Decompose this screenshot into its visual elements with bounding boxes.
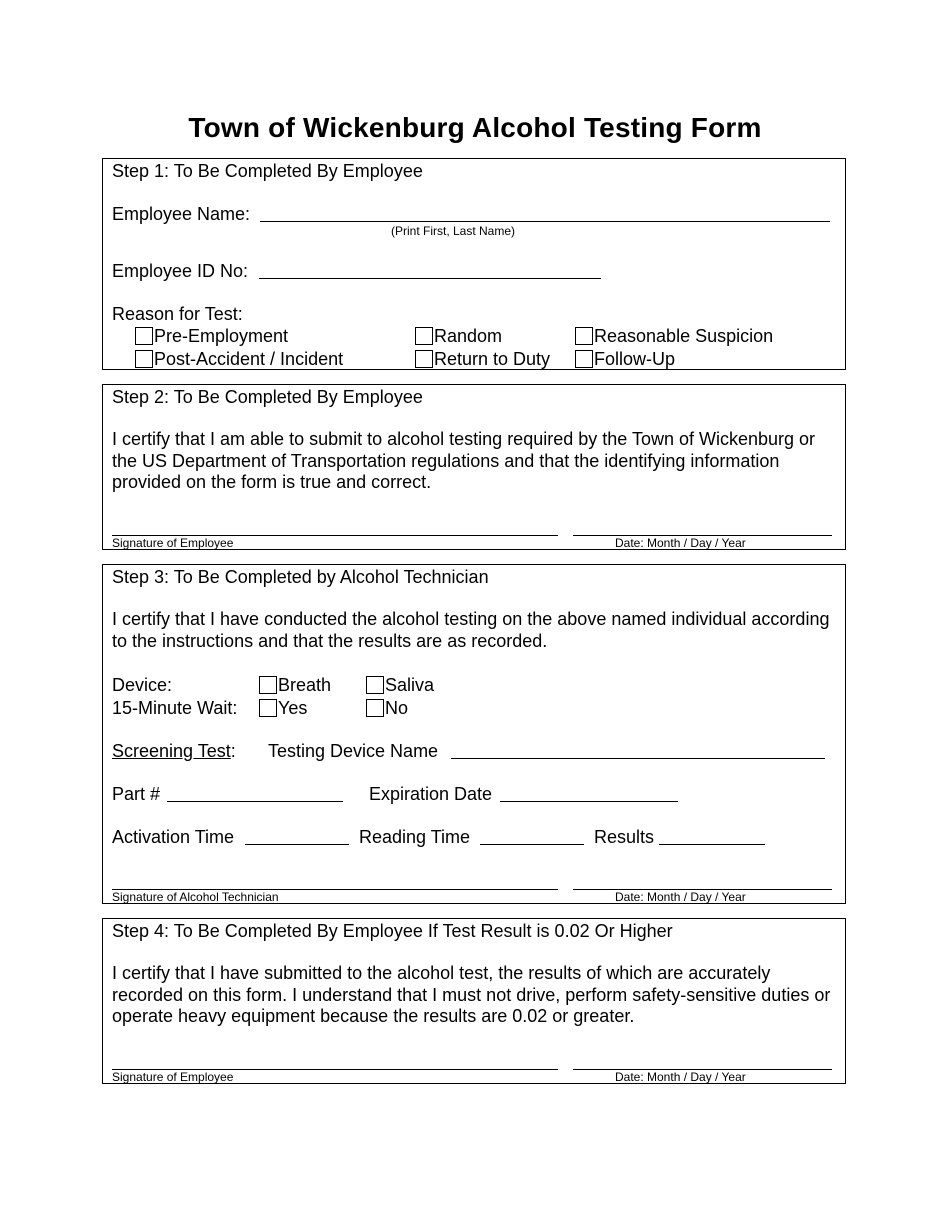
expiration-date-label: Expiration Date bbox=[369, 784, 493, 804]
part-field[interactable] bbox=[167, 801, 343, 802]
device-name-label: Testing Device Name bbox=[268, 741, 439, 761]
step4-date-label: Date: Month / Day / Year bbox=[615, 1070, 746, 1084]
step1-section bbox=[102, 158, 846, 370]
results-field[interactable] bbox=[659, 844, 765, 845]
wait-no-checkbox[interactable] bbox=[366, 699, 384, 717]
breath-checkbox[interactable] bbox=[259, 676, 277, 694]
employee-name-field[interactable] bbox=[260, 221, 830, 222]
activation-time-label: Activation Time bbox=[112, 827, 235, 847]
employee-date-label: Date: Month / Day / Year bbox=[615, 536, 746, 550]
step2-statement: I certify that I am able to submit to alcohol testing required by the Town of Wickenburg or the US Department of Transportation regulations and that the identifying information provided on the form is true and correct. bbox=[112, 429, 816, 492]
step2-heading: Step 2: To Be Completed By Employee bbox=[112, 387, 423, 407]
post-accident-label: Post-Accident / Incident bbox=[154, 349, 344, 369]
reading-time-label: Reading Time bbox=[359, 827, 471, 847]
step4-statement: I certify that I have submitted to the alcohol test, the results of which are accurately recorded on this form. I understand that I must not drive, perform safety-sensitive duties or operate heavy equipment because the results are 0.02 or greater. bbox=[112, 963, 831, 1026]
pre-employment-checkbox[interactable] bbox=[135, 327, 153, 345]
employee-name-hint: (Print First, Last Name) bbox=[391, 224, 516, 238]
step2-section bbox=[102, 384, 846, 550]
random-label: Random bbox=[434, 326, 503, 346]
expiration-date-field[interactable] bbox=[500, 801, 678, 802]
device-name-field[interactable] bbox=[451, 758, 825, 759]
return-to-duty-checkbox[interactable] bbox=[415, 350, 433, 368]
employee-id-label: Employee ID No: bbox=[112, 261, 249, 281]
form-title: Town of Wickenburg Alcohol Testing Form bbox=[188, 112, 762, 143]
step4-signature-label: Signature of Employee bbox=[112, 1070, 234, 1084]
saliva-checkbox[interactable] bbox=[366, 676, 384, 694]
technician-date-label: Date: Month / Day / Year bbox=[615, 890, 746, 904]
return-to-duty-label: Return to Duty bbox=[434, 349, 551, 369]
step4-section bbox=[102, 918, 846, 1084]
wait-yes-label: Yes bbox=[278, 698, 308, 718]
saliva-label: Saliva bbox=[385, 675, 435, 695]
random-checkbox[interactable] bbox=[415, 327, 433, 345]
employee-signature-label: Signature of Employee bbox=[112, 536, 234, 550]
reading-time-field[interactable] bbox=[480, 844, 584, 845]
reasonable-suspicion-checkbox[interactable] bbox=[575, 327, 593, 345]
reason-label: Reason for Test: bbox=[112, 304, 243, 324]
activation-time-field[interactable] bbox=[245, 844, 349, 845]
breath-label: Breath bbox=[278, 675, 332, 695]
employee-id-field[interactable] bbox=[259, 278, 601, 279]
employee-name-label: Employee Name: bbox=[112, 204, 251, 224]
wait-label: 15-Minute Wait: bbox=[112, 698, 238, 718]
results-label: Results bbox=[594, 827, 655, 847]
post-accident-checkbox[interactable] bbox=[135, 350, 153, 368]
follow-up-checkbox[interactable] bbox=[575, 350, 593, 368]
screening-test-text: Screening Test bbox=[112, 741, 231, 761]
pre-employment-label: Pre-Employment bbox=[154, 326, 289, 346]
step3-statement: I certify that I have conducted the alcohol testing on the above named individual according to the instructions and that the results are as recorded. bbox=[112, 609, 830, 651]
step3-section bbox=[102, 564, 846, 904]
technician-signature-label: Signature of Alcohol Technician bbox=[112, 890, 279, 904]
step4-heading: Step 4: To Be Completed By Employee If Test Result is 0.02 Or Higher bbox=[112, 921, 673, 941]
screening-test-colon: : bbox=[230, 741, 236, 761]
part-label: Part # bbox=[112, 784, 161, 804]
wait-yes-checkbox[interactable] bbox=[259, 699, 277, 717]
reasonable-suspicion-label: Reasonable Suspicion bbox=[594, 326, 774, 346]
device-label: Device: bbox=[112, 675, 173, 695]
follow-up-label: Follow-Up bbox=[594, 349, 676, 369]
step1-heading: Step 1: To Be Completed By Employee bbox=[112, 161, 423, 181]
screening-test-label bbox=[112, 741, 236, 761]
step3-heading: Step 3: To Be Completed by Alcohol Technician bbox=[112, 567, 489, 587]
wait-no-label: No bbox=[385, 698, 409, 718]
